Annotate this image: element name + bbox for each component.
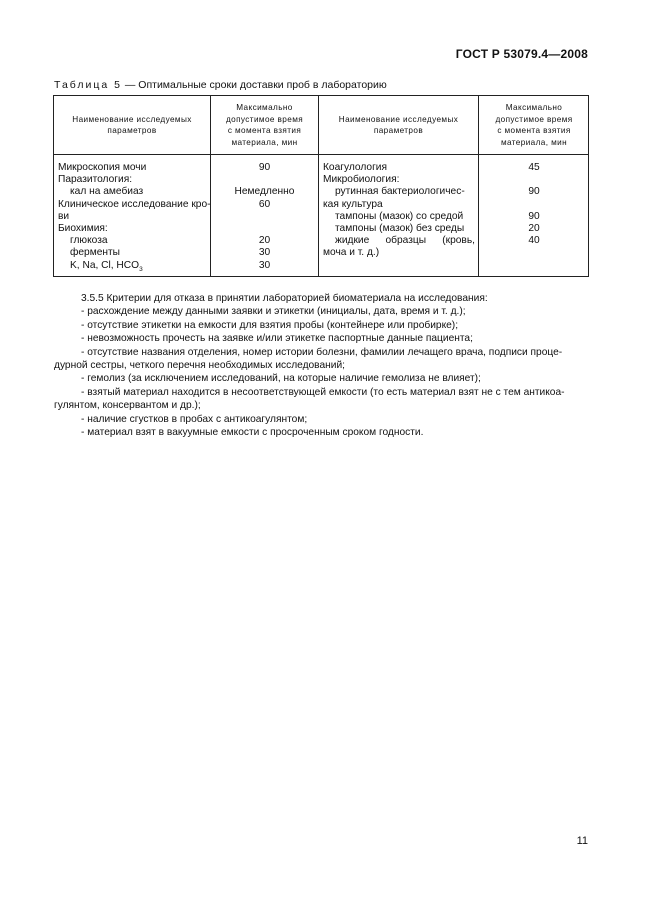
left-parameters-column	[58, 162, 211, 276]
list-item: - отсутствие названия отделения, номер истории болезни, фамилии лечащего врача, подписи проце-	[81, 346, 563, 358]
list-item: - расхождение между данными заявки и этикетки (инициалы, дата, время и т. д.);	[81, 306, 466, 318]
list-item: - наличие сгустков в пробах с антикоагулянтом;	[81, 413, 308, 425]
table-cell-value: 40	[528, 235, 540, 247]
table-cell: тампоны (мазок) без среды	[335, 223, 465, 235]
table-cell-value: 90	[528, 210, 540, 222]
table-cell: жидкие образцы (кровь,	[335, 235, 475, 247]
table-cell-value: 30	[258, 259, 271, 271]
list-item: - материал взят в вакуумные емкости с просроченным сроком годности.	[81, 427, 424, 439]
table-cell: кал на амебиаз	[70, 186, 144, 198]
table-cell-value: 20	[258, 235, 271, 247]
table-caption-text: — Оптимальные сроки доставки проб в лабораторию	[124, 79, 387, 91]
list-item: - отсутствие этикетки на емкости для взятия пробы (контейнере или пробирке);	[81, 319, 459, 331]
table-cell: Клиническое исследование кро-	[58, 198, 211, 210]
section-title: 3.5.5 Критерии для отказа в принятии лабораторией биоматериала на исследования:	[81, 293, 488, 304]
list-item-continuation: гулянтом, консервантом и др.);	[54, 400, 201, 412]
table-cell: ви	[58, 210, 70, 222]
table-cell: Микробиология:	[323, 174, 400, 186]
table-cell-value: 30	[258, 247, 271, 259]
table-cell: ферменты	[70, 247, 120, 259]
table-cell: кая культура	[323, 198, 383, 210]
table-caption	[54, 79, 387, 91]
table-cell-value: 60	[258, 198, 271, 210]
table-cell: рутинная бактериологичес-	[335, 186, 465, 198]
table-cell: тампоны (мазок) со средой	[335, 210, 464, 222]
header-cell-time-left: Максимально допустимое время с момента взятия материала, мин	[225, 103, 304, 147]
header-cell-parameters-left: Наименование исследуемых параметров	[72, 114, 192, 135]
delivery-time-table	[53, 95, 589, 277]
table-cell: Биохимия:	[58, 223, 108, 235]
list-item: - гемолиз (за исключением исследований, на которые наличие гемолиза не влияет);	[81, 373, 481, 385]
table-cell: моча и т. д.)	[323, 247, 380, 259]
table-cell: Паразитология:	[58, 174, 133, 186]
table-cell-value: 45	[528, 162, 540, 173]
header-cell-parameters-right: Наименование исследуемых параметров	[338, 114, 459, 135]
page-number: 11	[576, 835, 588, 847]
table-cell: K, Na, Cl, $HCO_3$	[70, 259, 143, 273]
table-cell: Коагулология	[323, 162, 387, 173]
table-caption-prefix: Таблица 5	[54, 79, 122, 91]
table-cell-value: 20	[528, 223, 540, 234]
table-header-divider	[54, 154, 588, 155]
list-item: - невозможность прочесть на заявке и/или этикетке паспортные данные пациента;	[81, 333, 473, 345]
table-cell-value: 90	[258, 162, 271, 173]
table-cell-value: 90	[528, 186, 540, 198]
rejection-criteria-section	[54, 292, 588, 439]
table-cell: глюкоза	[70, 235, 108, 247]
document-code: ГОСТ Р 53079.4—2008	[455, 47, 588, 61]
table-cell-value: Немедленно	[234, 186, 295, 198]
list-item: - взятый материал находится в несоответствующей емкости (то есть материал взят не с тем антикоа-	[81, 386, 565, 398]
right-parameters-column	[323, 162, 475, 260]
header-cell-time-right: Максимально допустимое время с момента взятия материала, мин	[495, 103, 573, 147]
list-item-continuation: дурной сестры, четкого перечня необходимых исследований;	[54, 360, 345, 372]
table-cell: Микроскопия мочи	[58, 162, 147, 173]
